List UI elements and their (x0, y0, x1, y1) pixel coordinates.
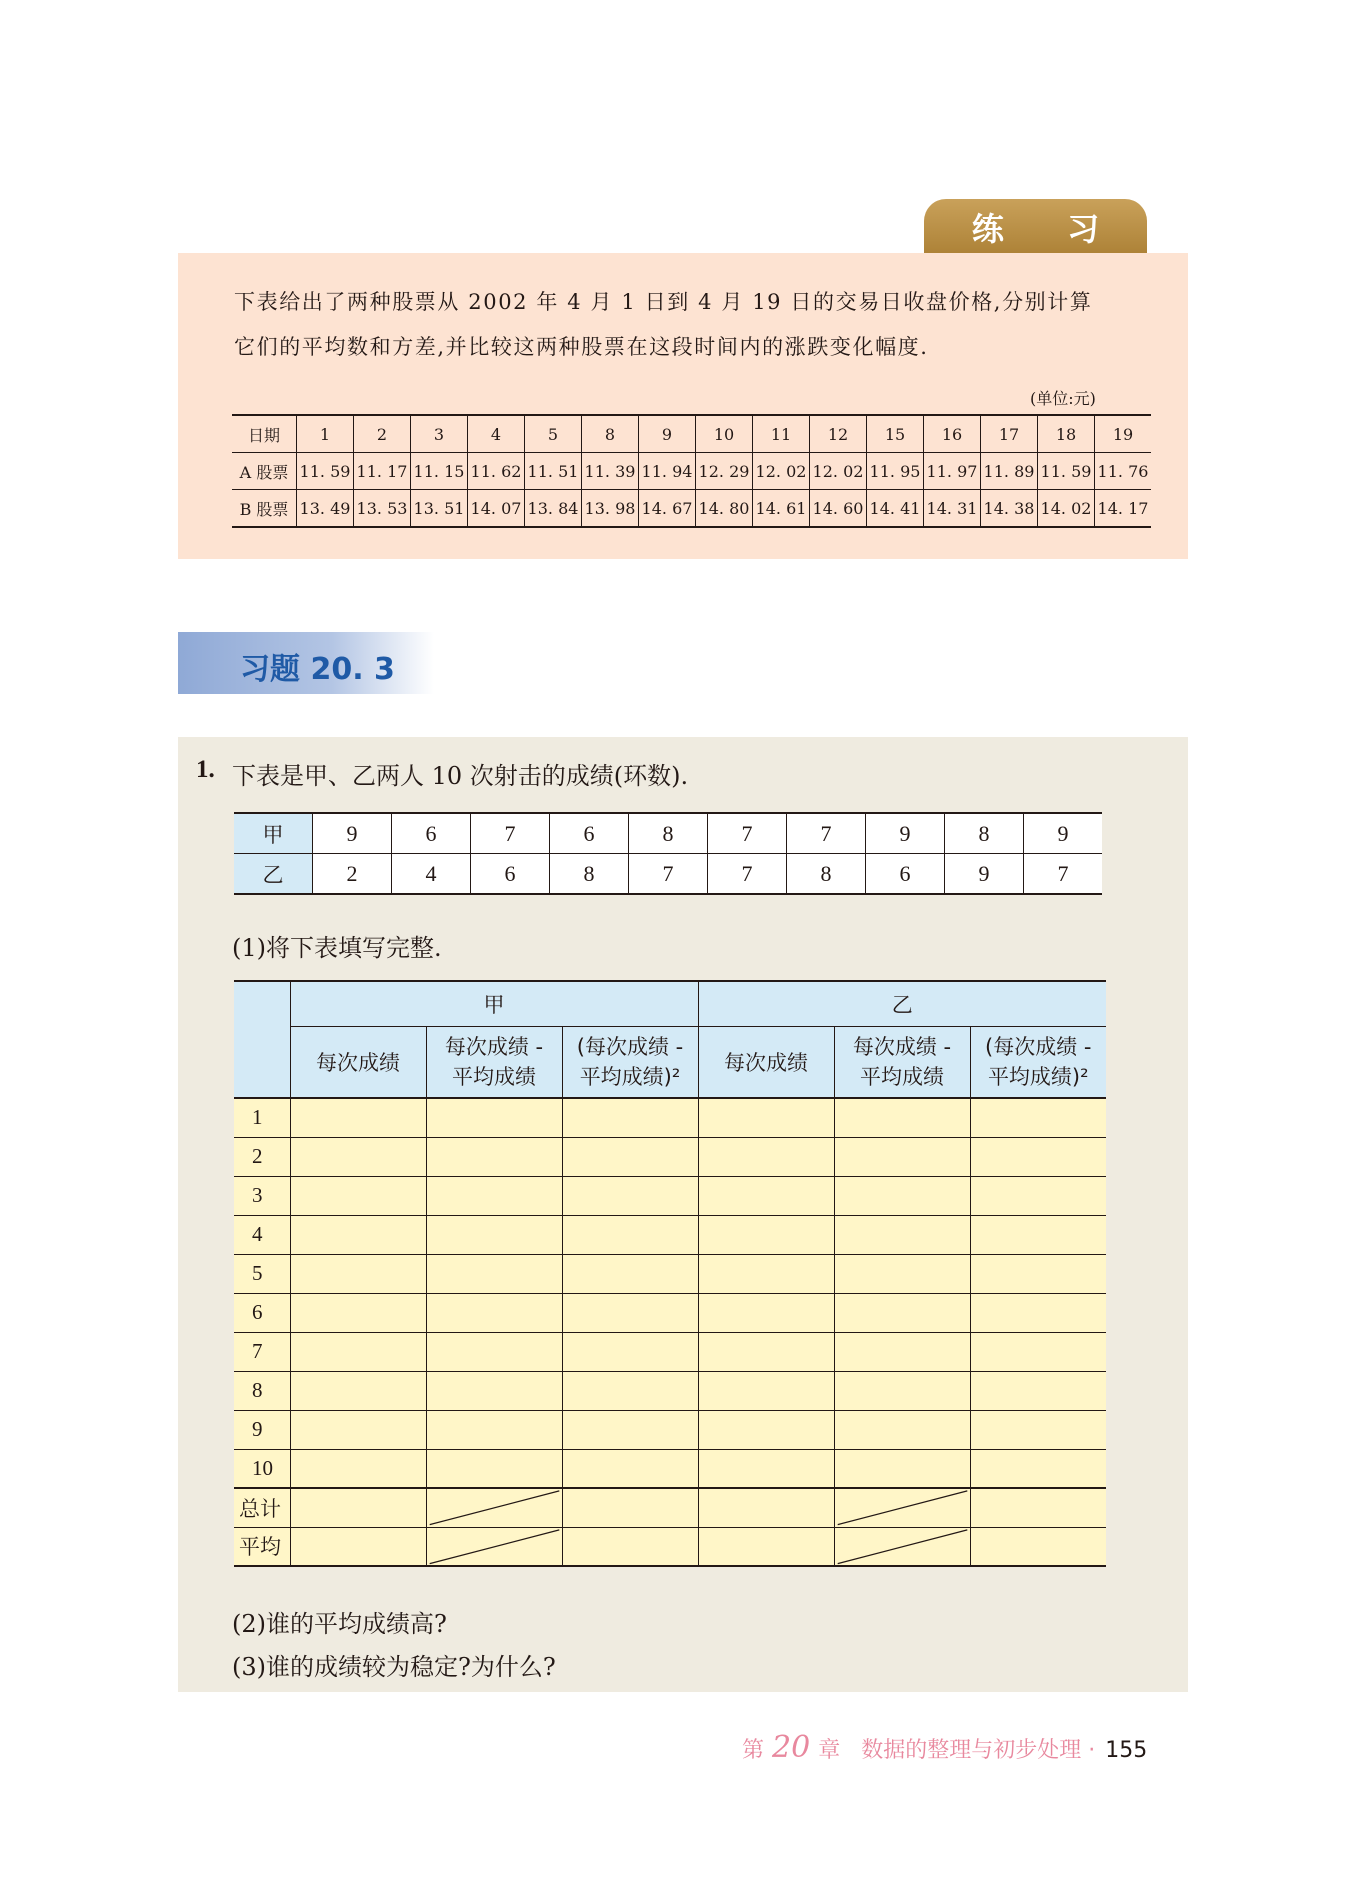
date-header-cell: 11 (753, 415, 810, 453)
date-header-cell: 8 (582, 415, 639, 453)
blank-cell[interactable] (698, 1176, 834, 1215)
date-header-cell: 3 (411, 415, 468, 453)
date-header-cell: 16 (924, 415, 981, 453)
price-cell: 14. 80 (696, 490, 753, 528)
blank-cell[interactable] (970, 1449, 1106, 1488)
yi-score: 7 (708, 854, 787, 895)
date-header-cell: 2 (354, 415, 411, 453)
stock-price-table (232, 414, 1151, 528)
price-cell: 13. 51 (411, 490, 468, 528)
col-squared-deviation-yi: (每次成绩 - 平均成绩)² (970, 1026, 1106, 1098)
price-cell: 12. 02 (810, 453, 867, 490)
row-label: 3 (234, 1176, 290, 1215)
price-cell: 14. 38 (981, 490, 1038, 528)
price-cell: 13. 49 (297, 490, 354, 528)
average-row-label: 平均 (234, 1527, 290, 1566)
sub-question-2: (2)谁的平均成绩高? (232, 1610, 447, 1638)
price-cell: 11. 89 (981, 453, 1038, 490)
blank-cell[interactable] (426, 1449, 562, 1488)
crossed-out-cell (834, 1527, 970, 1566)
price-cell: 11. 62 (468, 453, 525, 490)
blank-cell[interactable] (562, 1488, 698, 1527)
group-yi: 乙 (698, 981, 1106, 1026)
blank-cell[interactable] (970, 1371, 1106, 1410)
blank-cell[interactable] (426, 1215, 562, 1254)
row-label: 4 (234, 1215, 290, 1254)
stock-row-label: B 股票 (232, 490, 297, 528)
blank-cell[interactable] (970, 1332, 1106, 1371)
yi-score: 6 (866, 854, 945, 895)
stock-row-label: A 股票 (232, 453, 297, 490)
row-label: 8 (234, 1371, 290, 1410)
blank-cell[interactable] (698, 1449, 834, 1488)
price-cell: 14. 60 (810, 490, 867, 528)
yi-score: 7 (1024, 854, 1103, 895)
blank-cell[interactable] (970, 1488, 1106, 1527)
price-cell: 12. 02 (753, 453, 810, 490)
jia-score: 9 (866, 813, 945, 854)
price-cell: 14. 02 (1038, 490, 1095, 528)
jia-score: 8 (945, 813, 1024, 854)
col-deviation-yi: 每次成绩 - 平均成绩 (834, 1026, 970, 1098)
price-cell: 11. 15 (411, 453, 468, 490)
blank-cell[interactable] (426, 1176, 562, 1215)
jia-score: 7 (708, 813, 787, 854)
blank-cell[interactable] (698, 1137, 834, 1176)
price-cell: 11. 94 (639, 453, 696, 490)
price-cell: 11. 59 (1038, 453, 1095, 490)
blank-cell[interactable] (426, 1371, 562, 1410)
page-number: 155 (1105, 1738, 1148, 1763)
blank-cell[interactable] (834, 1176, 970, 1215)
price-cell: 11. 39 (582, 453, 639, 490)
col-score-yi: 每次成绩 (698, 1026, 834, 1098)
practice-line-1: 下表给出了两种股票从 2002 年 4 月 1 日到 4 月 19 日的交易日收盘价格,分别计算 (234, 290, 1093, 314)
jia-score: 8 (629, 813, 708, 854)
blank-cell[interactable] (834, 1371, 970, 1410)
jia-score: 6 (392, 813, 471, 854)
blank-cell[interactable] (290, 1332, 426, 1371)
blank-cell[interactable] (834, 1254, 970, 1293)
row-label: 1 (234, 1098, 290, 1137)
price-cell: 14. 07 (468, 490, 525, 528)
date-header-cell: 10 (696, 415, 753, 453)
blank-cell[interactable] (426, 1254, 562, 1293)
blank-cell[interactable] (970, 1410, 1106, 1449)
group-jia: 甲 (290, 981, 698, 1026)
blank-cell[interactable] (834, 1098, 970, 1137)
blank-cell[interactable] (834, 1293, 970, 1332)
yi-score: 7 (629, 854, 708, 895)
yi-score: 4 (392, 854, 471, 895)
price-cell: 11. 97 (924, 453, 981, 490)
date-header-cell: 9 (639, 415, 696, 453)
exercise-header (178, 632, 434, 694)
yi-score: 8 (787, 854, 866, 895)
blank-cell[interactable] (290, 1215, 426, 1254)
row-label: 5 (234, 1254, 290, 1293)
date-header-cell: 18 (1038, 415, 1095, 453)
question-number: 1. (196, 756, 215, 783)
price-cell: 14. 61 (753, 490, 810, 528)
blank-cell[interactable] (562, 1215, 698, 1254)
blank-cell[interactable] (834, 1410, 970, 1449)
blank-cell[interactable] (562, 1137, 698, 1176)
blank-cell[interactable] (698, 1293, 834, 1332)
blank-cell[interactable] (698, 1371, 834, 1410)
price-cell: 14. 31 (924, 490, 981, 528)
jia-score: 7 (787, 813, 866, 854)
crossed-out-cell (426, 1527, 562, 1566)
col-score-jia: 每次成绩 (290, 1026, 426, 1098)
total-row-label: 总计 (234, 1488, 290, 1527)
price-cell: 11. 59 (297, 453, 354, 490)
blank-cell[interactable] (290, 1488, 426, 1527)
jia-label: 甲 (234, 813, 313, 854)
chapter-suffix: 章 (818, 1738, 841, 1763)
blank-cell[interactable] (970, 1527, 1106, 1566)
blank-cell[interactable] (562, 1098, 698, 1137)
page-footer (742, 1730, 1147, 1765)
blank-cell[interactable] (562, 1371, 698, 1410)
blank-cell[interactable] (562, 1527, 698, 1566)
blank-cell[interactable] (562, 1449, 698, 1488)
blank-cell[interactable] (970, 1215, 1106, 1254)
date-header-cell: 4 (468, 415, 525, 453)
price-cell: 13. 98 (582, 490, 639, 528)
blank-cell[interactable] (698, 1254, 834, 1293)
blank-cell[interactable] (834, 1332, 970, 1371)
blank-cell[interactable] (970, 1254, 1106, 1293)
date-header-cell: 19 (1095, 415, 1152, 453)
jia-score: 7 (471, 813, 550, 854)
price-cell: 14. 17 (1095, 490, 1152, 528)
row-label: 6 (234, 1293, 290, 1332)
blank-cell[interactable] (698, 1410, 834, 1449)
blank-cell[interactable] (426, 1410, 562, 1449)
price-cell: 11. 76 (1095, 453, 1152, 490)
blank-cell[interactable] (562, 1176, 698, 1215)
practice-tab: 练 习 (924, 199, 1147, 254)
blank-cell[interactable] (290, 1410, 426, 1449)
blank-cell[interactable] (698, 1488, 834, 1527)
blank-cell[interactable] (290, 1254, 426, 1293)
blank-cell[interactable] (290, 1527, 426, 1566)
jia-score: 9 (313, 813, 392, 854)
row-label: 7 (234, 1332, 290, 1371)
row-label: 10 (234, 1449, 290, 1488)
blank-cell[interactable] (290, 1176, 426, 1215)
fill-in-table (234, 980, 1106, 1567)
date-header-cell: 17 (981, 415, 1038, 453)
jia-score: 9 (1024, 813, 1103, 854)
date-header-cell: 1 (297, 415, 354, 453)
sub-question-1: (1)将下表填写完整. (232, 934, 442, 962)
blank-cell[interactable] (970, 1293, 1106, 1332)
price-cell: 13. 84 (525, 490, 582, 528)
yi-score: 2 (313, 854, 392, 895)
date-header-cell: 5 (525, 415, 582, 453)
blank-cell[interactable] (426, 1137, 562, 1176)
jia-score: 6 (550, 813, 629, 854)
yi-score: 8 (550, 854, 629, 895)
chapter-title: 数据的整理与初步处理 · (861, 1738, 1096, 1763)
blank-cell[interactable] (970, 1137, 1106, 1176)
blank-cell[interactable] (426, 1293, 562, 1332)
col-squared-deviation-jia: (每次成绩 - 平均成绩)² (562, 1026, 698, 1098)
blank-cell[interactable] (290, 1137, 426, 1176)
blank-cell[interactable] (698, 1332, 834, 1371)
date-header-cell: 12 (810, 415, 867, 453)
blank-cell[interactable] (562, 1410, 698, 1449)
price-cell: 14. 41 (867, 490, 924, 528)
row-label: 9 (234, 1410, 290, 1449)
blank-cell[interactable] (562, 1293, 698, 1332)
blank-cell[interactable] (970, 1176, 1106, 1215)
price-cell: 13. 53 (354, 490, 411, 528)
blank-cell[interactable] (698, 1215, 834, 1254)
blank-cell[interactable] (290, 1449, 426, 1488)
blank-cell[interactable] (834, 1449, 970, 1488)
price-cell: 11. 51 (525, 453, 582, 490)
blank-cell[interactable] (970, 1098, 1106, 1137)
yi-score: 9 (945, 854, 1024, 895)
shooting-scores-table (234, 812, 1102, 895)
col-deviation-jia: 每次成绩 - 平均成绩 (426, 1026, 562, 1098)
stock-row-label: 日期 (232, 415, 297, 453)
blank-cell[interactable] (290, 1371, 426, 1410)
price-cell: 12. 29 (696, 453, 753, 490)
yi-score: 6 (471, 854, 550, 895)
blank-cell[interactable] (562, 1254, 698, 1293)
exercise-title: 习题 20. 3 (240, 652, 395, 687)
blank-cell[interactable] (290, 1098, 426, 1137)
corner-cell (234, 981, 290, 1098)
blank-cell[interactable] (290, 1293, 426, 1332)
blank-cell[interactable] (426, 1332, 562, 1371)
blank-cell[interactable] (698, 1098, 834, 1137)
row-label: 2 (234, 1137, 290, 1176)
blank-cell[interactable] (698, 1527, 834, 1566)
blank-cell[interactable] (834, 1215, 970, 1254)
price-cell: 14. 67 (639, 490, 696, 528)
chapter-number: 20 (772, 1730, 811, 1765)
chapter-prefix: 第 (742, 1738, 765, 1763)
sub-question-3: (3)谁的成绩较为稳定?为什么? (232, 1653, 556, 1681)
unit-note: (单位:元) (1030, 389, 1096, 408)
date-header-cell: 15 (867, 415, 924, 453)
price-cell: 11. 17 (354, 453, 411, 490)
blank-cell[interactable] (834, 1137, 970, 1176)
crossed-out-cell (834, 1488, 970, 1527)
crossed-out-cell (426, 1488, 562, 1527)
price-cell: 11. 95 (867, 453, 924, 490)
blank-cell[interactable] (426, 1098, 562, 1137)
practice-line-2: 它们的平均数和方差,并比较这两种股票在这段时间内的涨跌变化幅度. (234, 335, 929, 359)
question-text: 下表是甲、乙两人 10 次射击的成绩(环数). (232, 762, 689, 790)
blank-cell[interactable] (562, 1332, 698, 1371)
yi-label: 乙 (234, 854, 313, 895)
